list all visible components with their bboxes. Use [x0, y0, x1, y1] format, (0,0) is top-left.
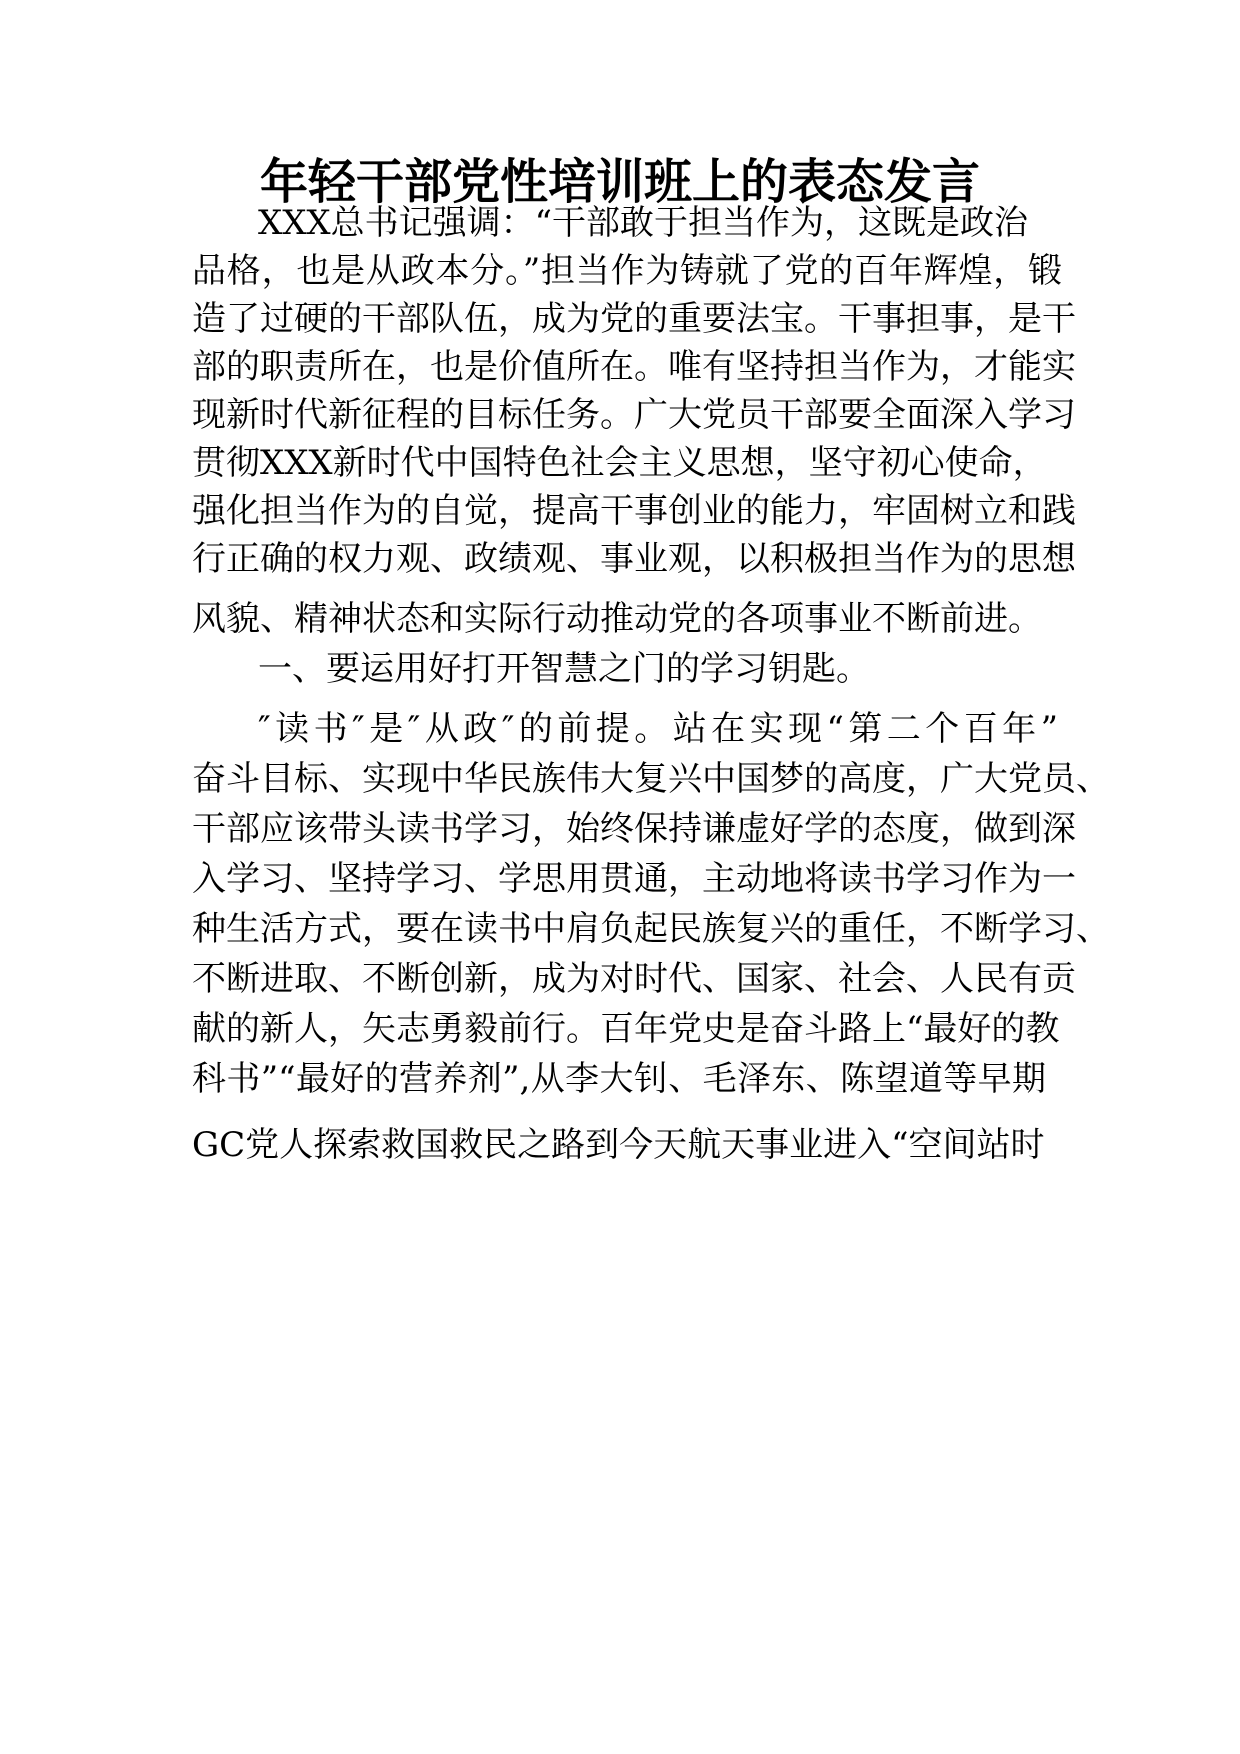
paragraph-line: 部的职责所在，也是价值所在。唯有坚持担当作为，才能实	[192, 347, 1076, 387]
paragraph-line: 奋斗目标、实现中华民族伟大复兴中国梦的高度，广大党员、	[192, 759, 1110, 799]
paragraph-line: 强化担当作为的自觉，提高干事创业的能力，牢固树立和践	[192, 491, 1076, 531]
paragraph-line: XXX总书记强调：“干部敢于担当作为，这既是政治	[258, 203, 1028, 243]
paragraph-line: 造了过硬的干部队伍，成为党的重要法宝。干事担事，是干	[192, 299, 1076, 339]
paragraph-line: 现新时代新征程的目标任务。广大党员干部要全面深入学习	[192, 395, 1076, 435]
paragraph-line: 科书”“最好的营养剂”,从李大钊、毛泽东、陈望道等早期	[192, 1059, 1046, 1099]
paragraph-line: ″读书″是″从政″的前提。站在实现“第二个百年”	[258, 709, 1058, 749]
paragraph-line: 种生活方式，要在读书中肩负起民族复兴的重任，不断学习、	[192, 909, 1110, 949]
paragraph-line: 贯彻XXX新时代中国特色社会主义思想，坚守初心使命，	[192, 443, 1047, 483]
document-title: 年轻干部党性培训班上的表态发言	[259, 154, 980, 210]
paragraph-line: 不断进取、不断创新，成为对时代、国家、社会、人民有贡	[192, 959, 1076, 999]
section-heading: 一、要运用好打开智慧之门的学习钥匙。	[258, 649, 870, 689]
paragraph-line: GC党人探索救国救民之路到今天航天事业进入“空间站时	[192, 1125, 1045, 1165]
paragraph-line: 风貌、精神状态和实际行动推动党的各项事业不断前进。	[192, 599, 1042, 639]
paragraph-line: 入学习、坚持学习、学思用贯通，主动地将读书学习作为一	[192, 859, 1076, 899]
paragraph-line: 献的新人，矢志勇毅前行。百年党史是奋斗路上“最好的教	[192, 1009, 1060, 1049]
paragraph-line: 行正确的权力观、政绩观、事业观，以积极担当作为的思想	[192, 539, 1076, 579]
paragraph-line: 干部应该带头读书学习，始终保持谦虚好学的态度，做到深	[192, 809, 1076, 849]
paragraph-line: 品格，也是从政本分。”担当作为铸就了党的百年辉煌，锻	[192, 251, 1062, 291]
